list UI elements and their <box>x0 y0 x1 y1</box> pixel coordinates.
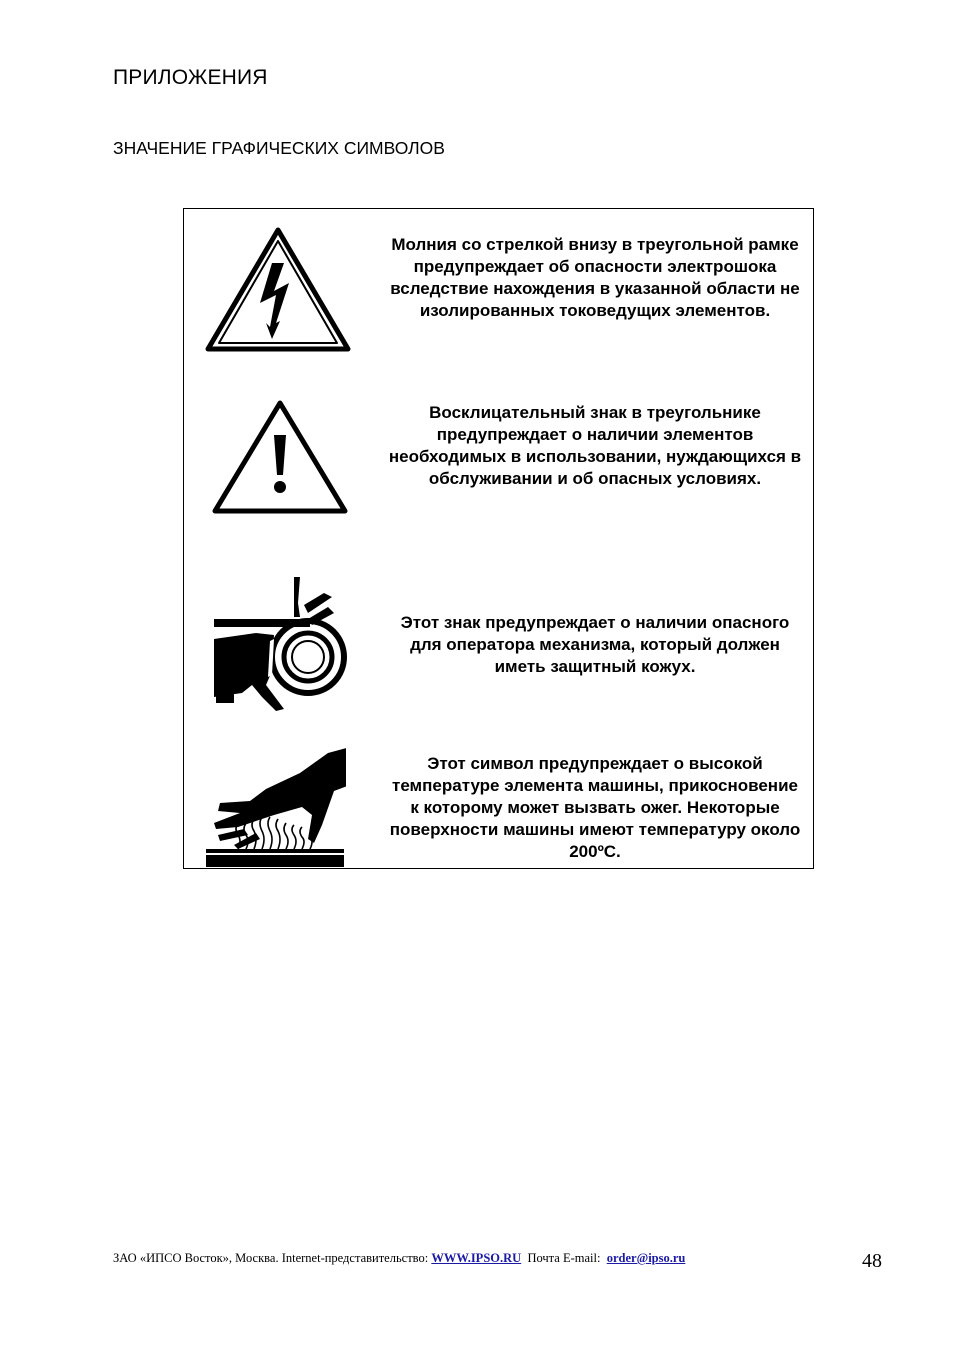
electric-shock-warning-icon <box>204 225 352 358</box>
email-link[interactable]: order@ipso.ru <box>606 1251 686 1265</box>
section-title: ЗНАЧЕНИЕ ГРАФИЧЕСКИХ СИМВОЛОВ <box>113 138 445 158</box>
moving-parts-hand-hazard-icon <box>212 573 352 724</box>
footer-company: ЗАО «ИПСО Восток», Москва. Internet-представительство: <box>113 1251 429 1265</box>
page-title: ПРИЛОЖЕНИЯ <box>113 66 268 89</box>
symbols-table <box>183 208 814 869</box>
footer-email-label: Почта E-mail: <box>527 1251 601 1265</box>
symbol-description: Восклицательный знак в треугольнике предупреждает о наличии элементов необходимых в использовании, нуждающихся в обслуживании и об опасных условиях. <box>388 403 802 488</box>
website-link[interactable]: WWW.IPSO.RU <box>431 1251 522 1265</box>
symbol-description: Этот знак предупреждает о наличии опасного для оператора механизма, который должен иметь защитный кожух. <box>400 613 790 676</box>
symbol-description: Молния со стрелкой внизу в треугольной рамке предупреждает об опасности электрошока вследствие нахождения в указанной области не изолированных токоведущих элементов. <box>390 235 800 320</box>
exclamation-warning-icon <box>210 397 350 522</box>
footer <box>113 1251 685 1266</box>
hot-surface-hand-hazard-icon <box>204 745 346 874</box>
symbol-description: Этот символ предупреждает о высокой температуре элемента машины, прикосновение к которому может вызвать ожег. Некоторые поверхности машины имеют температуру около 200ºC. <box>389 754 801 861</box>
page-number: 48 <box>862 1250 882 1272</box>
